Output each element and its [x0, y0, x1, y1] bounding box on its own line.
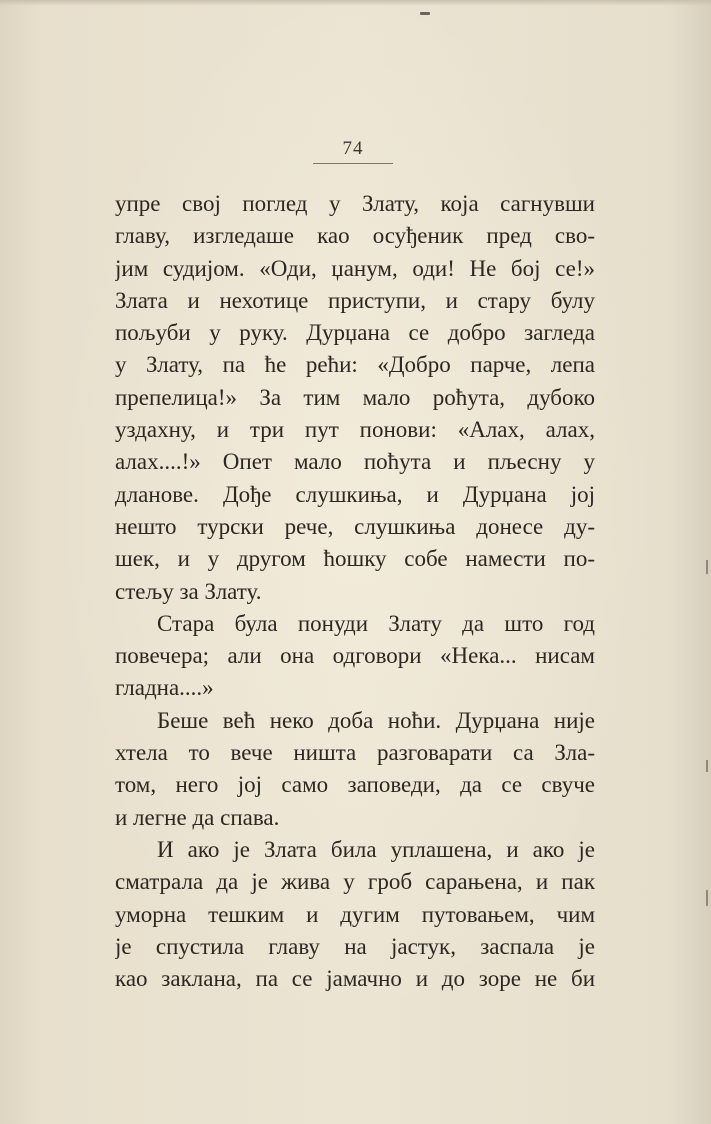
- margin-mark: [706, 890, 708, 906]
- text-line: као заклана, па се јамачно и до зоре не би: [115, 966, 595, 992]
- margin-mark: [706, 560, 708, 574]
- text-line: Стара була понуди Злату да што год: [157, 610, 595, 636]
- text-line: сматрала да је жива у гроб сарањена, и пак: [115, 869, 595, 895]
- text-line: у Злату, па ће рећи: «Добро парче, лепа: [115, 352, 595, 378]
- text-line: повечера; али она одговори «Нека... нисам: [115, 643, 595, 669]
- page-top-edge: [0, 0, 711, 6]
- page-number-rule: [313, 163, 393, 164]
- text-line: Злата и нехотице приступи, и стару булу: [115, 287, 595, 313]
- text-line: и легне да спава.: [115, 804, 280, 830]
- text-line: Беше већ неко доба ноћи. Дурџана није: [157, 707, 595, 733]
- margin-mark: [706, 760, 708, 772]
- text-line: главу, изгледаше као осуђеник пред сво-: [115, 223, 595, 249]
- text-line: шек, и у другом ћошку собе намести по-: [115, 546, 595, 572]
- text-line: уздахну, и три пут понови: «Алах, алах,: [115, 417, 595, 443]
- text-line: дланове. Дође слушкиња, и Дурџана јој: [115, 481, 595, 507]
- text-line: стељу за Злату.: [115, 578, 262, 604]
- text-line: гладна....»: [115, 675, 214, 701]
- body-text: [115, 188, 595, 995]
- text-line: упре свој поглед у Злату, која сагнувши: [115, 191, 595, 216]
- text-line: уморна тешким и дугим путовањем, чим: [115, 901, 595, 927]
- text-line: алах....!» Опет мало поћута и пљесну у: [115, 449, 595, 475]
- text-line: том, него јој само заповеди, да се свуче: [115, 772, 595, 798]
- page-number: 74: [342, 138, 364, 159]
- text-line: И ако је Злата била уплашена, и ако је: [157, 836, 595, 862]
- text-line: пољуби у руку. Дурџана се добро загледа: [115, 320, 595, 346]
- text-line: препелица!» За тим мало poћута, дубоко: [115, 384, 595, 410]
- text-line: нешто турски рече, слушкиња донесе ду-: [115, 513, 595, 539]
- text-line: је спустила главу на јастук, заспала је: [115, 933, 595, 959]
- text-line: хтела то вече ништа разговарати са Зла-: [115, 740, 595, 766]
- text-line: јим судијом. «Оди, џанум, оди! Не бој се!»: [115, 255, 595, 281]
- ink-mark: [420, 12, 430, 15]
